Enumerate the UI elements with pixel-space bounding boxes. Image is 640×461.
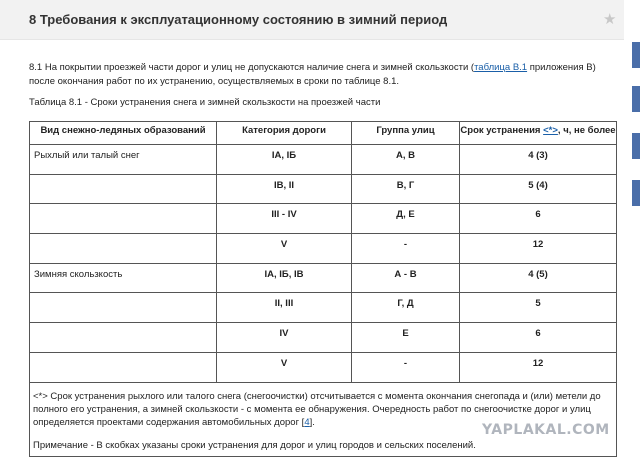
paragraph-8-1 [29, 61, 609, 88]
paragraph-text-start: 8.1 На покрытии проезжей части дорог и улиц не допускаются наличие снега и зимней скользкости ( [29, 62, 475, 73]
share-button[interactable] [632, 86, 640, 112]
cell-term: 6 [460, 204, 617, 234]
cell-category: V [217, 234, 352, 264]
table-row [30, 204, 617, 234]
watermark: YAPLAKAL.COM [482, 422, 610, 438]
table-caption: Таблица 8.1 - Сроки устранения снега и зимней скользкости на проезжей части [29, 97, 381, 108]
table-row [30, 323, 617, 353]
footnote-text-start: <*> Срок устранения рыхлого или талого снега (снегоочистки) отсчитывается с момента окончания снегопада и (или) метели до полного его устранения, а зимней скользкости - с момента ее обнаружения. Очередность работ по снегоочистке дорог и улиц определяется проектами содержания автомобильных дорог [ [33, 390, 601, 428]
section-title: 8 Требования к эксплуатационному состоянию в зимний период [29, 12, 448, 27]
share-button[interactable] [632, 42, 640, 68]
cell-term: 12 [460, 234, 617, 264]
cell-group: А - В [352, 263, 460, 293]
cell-term: 5 (4) [460, 174, 617, 204]
cell-formation [30, 323, 217, 353]
cell-category: IA, IБ, IB [217, 263, 352, 293]
header-category: Категория дороги [217, 122, 352, 145]
cell-category: IB, II [217, 174, 352, 204]
footnote-text-end: ]. [309, 416, 315, 428]
cell-term: 4 (5) [460, 263, 617, 293]
share-button[interactable] [632, 180, 640, 206]
cell-term: 6 [460, 323, 617, 353]
header-formation: Вид снежно-ледяных образований [30, 122, 217, 145]
cell-group: Е [352, 323, 460, 353]
table-row [30, 174, 617, 204]
cell-term: 5 [460, 293, 617, 323]
cell-category: II, III [217, 293, 352, 323]
star-icon[interactable]: ★ [603, 11, 617, 28]
cell-term: 4 (3) [460, 145, 617, 175]
removal-terms-table [29, 121, 617, 457]
cell-group: Г, Д [352, 293, 460, 323]
table-row [30, 145, 617, 175]
cell-formation [30, 352, 217, 382]
table-header-row [30, 122, 617, 145]
cell-group: - [352, 352, 460, 382]
share-button[interactable] [632, 133, 640, 159]
section-header [0, 0, 624, 40]
cell-formation [30, 293, 217, 323]
cell-formation: Зимняя скользкость [30, 263, 217, 293]
footnote-link[interactable]: <*> [543, 125, 558, 136]
cell-formation [30, 234, 217, 264]
footnote-row [30, 382, 617, 457]
cell-group: - [352, 234, 460, 264]
cell-term: 12 [460, 352, 617, 382]
header-term-prefix: Срок устранения [460, 125, 544, 136]
cell-formation [30, 174, 217, 204]
table-row [30, 293, 617, 323]
cell-formation [30, 204, 217, 234]
table-row [30, 263, 617, 293]
cell-category: III - IV [217, 204, 352, 234]
cell-category: V [217, 352, 352, 382]
cell-category: IV [217, 323, 352, 353]
table-row [30, 352, 617, 382]
cell-group: А, В [352, 145, 460, 175]
table-b1-link[interactable]: таблица В.1 [474, 62, 528, 73]
reference-4-link[interactable]: 4 [304, 416, 310, 428]
right-sidebar [624, 0, 640, 461]
cell-category: IA, IБ [217, 145, 352, 175]
cell-group: В, Г [352, 174, 460, 204]
footnote-cell [30, 382, 617, 457]
header-group: Группа улиц [352, 122, 460, 145]
table-note: Примечание - В скобках указаны сроки устранения для дорог и улиц городов и сельских поселений. [33, 440, 476, 452]
header-term-suffix: , ч, не более [557, 125, 616, 136]
table-row [30, 234, 617, 264]
header-term [460, 122, 617, 145]
paragraph-text-end: приложения В) после окончания работ по их устранению, осуществляемых в сроки по таблице 8.1. [29, 62, 596, 87]
cell-group: Д, Е [352, 204, 460, 234]
cell-formation: Рыхлый или талый снег [30, 145, 217, 175]
